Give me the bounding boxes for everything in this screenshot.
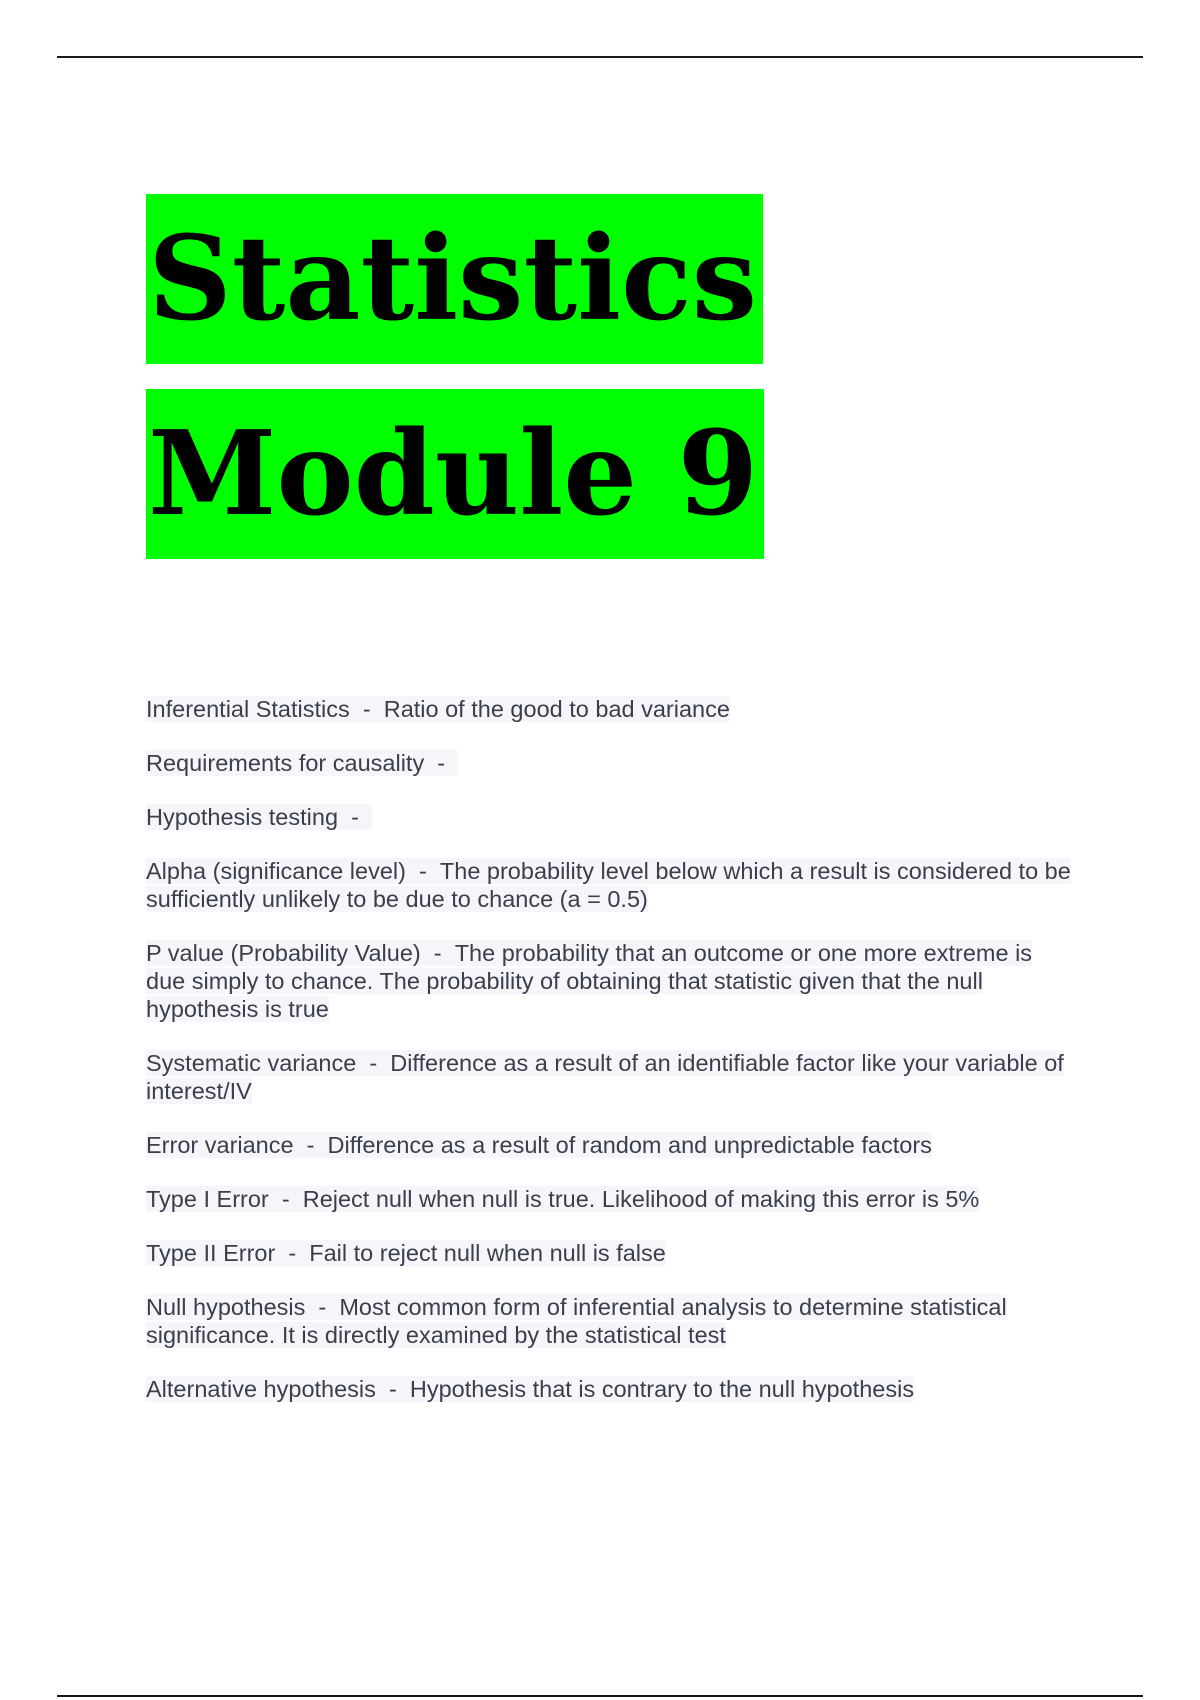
term-entry: Requirements for causality - [146,750,459,776]
term-entry: Error variance - Difference as a result of random and unpredictable factors [146,1132,932,1158]
term-name: Null hypothesis [146,1294,306,1320]
term-entry: Alternative hypothesis - Hypothesis that is contrary to the null hypothesis [146,1376,915,1402]
term-definition: Fail to reject null when null is false [309,1240,666,1266]
term-entry: Hypothesis testing - [146,804,372,830]
term-name: Alternative hypothesis [146,1376,376,1402]
term-name: P value (Probability Value) [146,940,421,966]
title-line-2: Module 9 [146,389,764,559]
term-definition: Hypothesis that is contrary to the null hypothesis [409,1376,915,1402]
term-name: Requirements for causality [146,750,425,776]
term-definition: The probability that an outcome or one more extreme is due simply to chance. The probability of obtaining that statistic given that the null hypothesis is true [146,940,1033,1022]
term-entry: Systematic variance - Difference as a result of an identifiable factor like your variable of interest/IV [146,1050,1064,1104]
term-entry: P value (Probability Value) - The probability that an outcome or one more extreme is due simply to chance. The probability of obtaining that statistic given that the null hypothesis is true [146,940,1033,1022]
term-name: Error variance [146,1132,294,1158]
term-name: Type I Error [146,1186,269,1212]
term-entry: Type II Error - Fail to reject null when null is false [146,1240,666,1266]
term-name: Inferential Statistics [146,696,350,722]
term-entry: Null hypothesis - Most common form of inferential analysis to determine statistical significance. It is directly examined by the statistical test [146,1294,1007,1348]
bottom-rule [57,1695,1143,1697]
term-name: Alpha (significance level) [146,858,406,884]
term-list [146,695,1076,1429]
term-entry: Inferential Statistics - Ratio of the good to bad variance [146,696,730,722]
term-definition: Reject null when null is true. Likelihood of making this error is 5% [302,1186,980,1212]
title-line-1: Statistics [146,194,763,364]
term-name: Systematic variance [146,1050,357,1076]
term-definition: Difference as a result of random and unpredictable factors [327,1132,932,1158]
document-title [146,194,764,559]
term-name: Hypothesis testing [146,804,339,830]
term-definition: Most common form of inferential analysis to determine statistical significance. It is directly examined by the statistical test [146,1294,1007,1348]
top-rule [57,56,1143,58]
term-definition: Difference as a result of an identifiable factor like your variable of interest/IV [146,1050,1064,1104]
term-name: Type II Error [146,1240,276,1266]
term-definition: The probability level below which a result is considered to be sufficiently unlikely to be due to chance (a = 0.5) [146,858,1071,912]
term-definition: Ratio of the good to bad variance [383,696,730,722]
term-entry: Alpha (significance level) - The probability level below which a result is considered to be sufficiently unlikely to be due to chance (a = 0.5) [146,858,1071,912]
term-entry: Type I Error - Reject null when null is true. Likelihood of making this error is 5% [146,1186,980,1212]
